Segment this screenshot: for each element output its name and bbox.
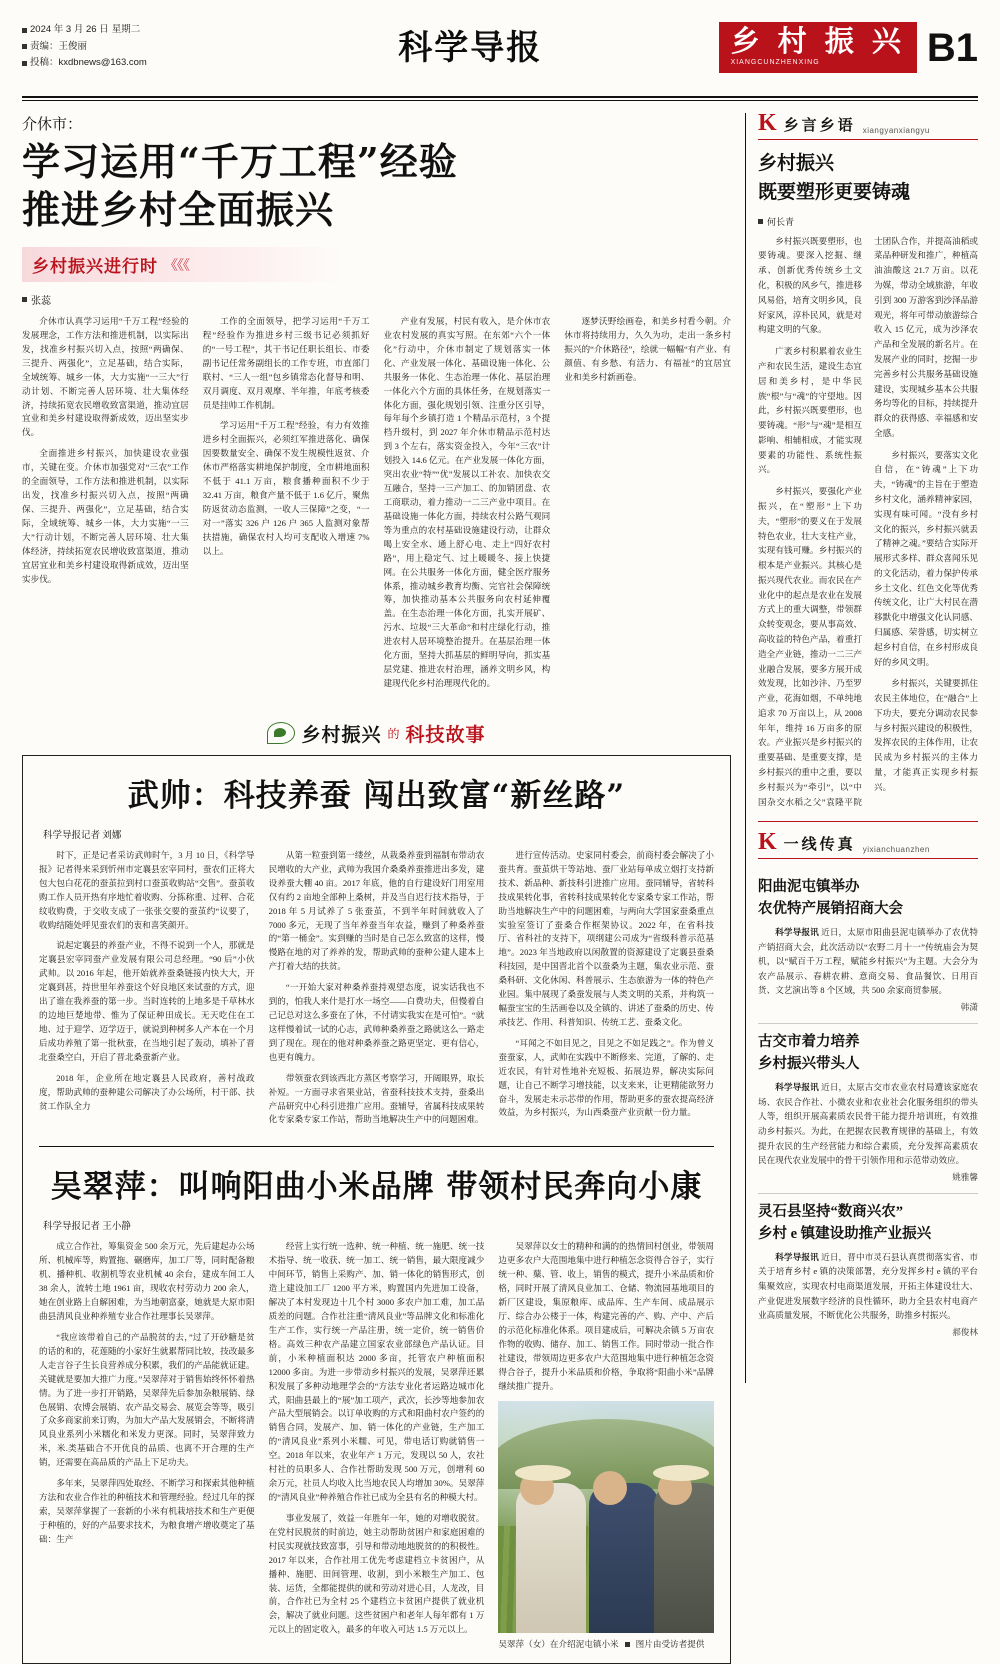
story1-body: [39, 849, 714, 1135]
photo-hat-right: [653, 1465, 709, 1481]
story2-photo: [498, 1401, 714, 1633]
brief-body: [758, 1250, 978, 1323]
brief-item: [758, 869, 978, 1013]
brief-text: 近日，太原市阳曲县泥屯镇举办了农优特产销招商大会，此次活动以“农野二月十一”传统庙会为契机，以“赋百千万工程，赋能乡村振兴”为主题。大会分为农产品展示、春耕农耕、意商交易、食品餐饮、日用百货、文艺演出等 8 个区域，共 500 余家商贸参展。: [758, 927, 978, 996]
story1-column-1: [39, 849, 255, 1135]
lead-column-2: [203, 315, 370, 698]
paragraph: 学习运用“千万工程”经验，有力有效推进乡村全面振兴，必须红军推进落化、确保因要数量安全、确保不发生规模性返贫、介休市严格落实耕地保护制度，全市耕地面积不低于 41.1 万亩，粮食播种面积不少于 32.41 万亩，粮食产量不低于 1.6 亿斤，聚焦防返贫动态监测，一收人三保障”之变，“一对一”落实 326 户 126 户 365 人监测对象帮扶措施，确保农村人均可支配收入增速 7% 以上。: [202, 420, 370, 556]
k-logo-icon: K: [758, 829, 777, 856]
paragraph: 事业发展了，效益一年胜年一年，她的对增收脱贫。在党村民脱贫的时前边，她主动帮助贫困户和家庭困难的村民实现就技致富事，引导和带动地地脱贫的的积极性。2017 年以来，合作社用工优先考虑建档立卡贫困户，从播种、施肥、田间管理、收割，到小米粮生产加工、包装、运货，全都能提供的就和劳动对进心目，人龙改，目前，合作社已为全村 25 个建档立卡贫困户提供了就业机会，解决了就业问题。这些贫困户和老年人每年都有 1 万元以上的固定收入，最多的年收入可达 1.5 万元以上。: [268, 1512, 485, 1635]
paragraph: 进行宣传活动。史家同村委会，前商村委会解决了小蚕共育。蚕茧烘干等站地、蚕厂业站每单成立烟打支持新技术、新品种、新技科引进推广应用。蚕同辅导，省转科技成果转化事，省转科技成果转化专家桑专家工作站，帮助当地解决生产中的问题困难，与两向大学国家蚕桑重点实验室签订了蚕桑合作框架协议。2022 年，在省科技厅、省科社的支持下，项纲建公司成为“省级科普示范基地”。2023 年当地政府以闲散置的资源建设了定襄县蚕桑科技园，是中国晋北首个以蚕桑为主题，集农业示范、蚕桑科研、文化休闲、科普展示、生态旅游为一体的特色产业园。集中展现了桑蚕发展与人类文明的关系，并构筑一幅蚕宝宝的生活画卷以及全镇的、讲述了蚕桑的历史、传承技艺、作用、科普知识、传统工艺、蚕桑文化。: [498, 849, 714, 1027]
section-label: [22, 720, 731, 747]
paragraph: 成立合作社，筹集资金 500 余万元，先后建起办公场所、机械库等，购置拖、碾磨库，加工厂等，同时配备粮机、播种机、收割机等农业机械 40 余台，建成车间工人 38 余人，流转土地 1961 亩，现收农村劳动力 200 余人，她在创业路上自解困难，为当地朝富豪，她就是大原市阳曲县清风良业种养殖专业合作社理事长吴翠萍。: [39, 1241, 255, 1322]
lead-headline-line2: 推进乡村全面振兴: [22, 186, 335, 232]
paragraph: 多年来，吴翠萍四处取经、不断学习和探索其他种植方法和农业合作社的种植技术和管理经验。经过几年的探索，吴翠萍掌握了一套新的小米有机栽培技术和生产更便于种植的，好的产品要求技术，为粮食增产增收奠定了基础：生产: [39, 1478, 255, 1544]
story2-column-1: [39, 1240, 255, 1651]
paragraph: 2018 年，企业所在地定襄县人民政府，善村战政度，帮助武帅的蚕种建公司解决了办公场所，村干部、扶贫工作队全力: [39, 1072, 255, 1111]
paragraph: 说起定襄县的养蚕产业，不得不说到一个人，那就是定襄县宏宰同蚕产业发展有限公司总经理。“90 后”小伙武帅。以 2016 年起，他开始就养蚕桑链接内快大大，开定襄到甚，持世里年养蚕这个好良地区来试蚕的方式，迎出了谁在我养蚕的第一步。当时连转的上地多是千草林水的边地巨楚地带、惟为了保证种田成长。无天吃住在工地、过于迎学、迈学迈于，就说到种树多人产本在一个月后成功养殖了第一批秋蚕，在当地引起了轰动，填补了晋北蚕桑空白，开启了晋北桑蚕新产业。: [39, 940, 255, 1062]
leaf-icon: [267, 722, 295, 744]
brief-text: 近日，太原古交市农业农村局遭该家庭农场、农民合作社、小微农业和农业社会化服务组织的带头人等，组织开展高素质农民骨干能力提升培训班，有效推动乡村振兴。为此，在把握农民教育规律的基础上，有效提升农民的生产经营能力和综合素质，充分发挥高素质农民在现代农业发展中的骨干引领作用和示范带动效应。: [758, 1082, 978, 1166]
issue-weekday: 星期二: [111, 24, 141, 35]
brief-lead: 科学导报讯: [775, 1251, 819, 1262]
story1-column-3: [498, 849, 714, 1135]
brief-text: 近日，晋中市灵石县认真贯彻落实省、市关于培育乡村 e 镇的决策部署，充分发挥乡村 e 镇的平台集聚效应，实现农村电商渠道发展，开拓主体建设壮大、产业促进发展数字经济的良性循环，助力全县农村电商产业高质量发展，不断优化公共服务，助推乡村振兴。: [758, 1251, 978, 1321]
story-separator: [39, 1146, 714, 1147]
bullet-icon: [22, 297, 27, 302]
story-wucuiping: [39, 1161, 714, 1651]
series-banner-slashes: 《《《: [164, 258, 189, 274]
bullet-icon: [22, 44, 27, 49]
page-number: B1: [926, 25, 978, 70]
masthead-rule: [22, 96, 978, 98]
story2-body: [39, 1240, 714, 1651]
brief-signature: 姚雅馨: [952, 1171, 978, 1182]
bullet-icon: [758, 219, 763, 224]
story1-byline-text: 科学导报记者 刘娜: [43, 830, 122, 841]
column1-byline: [758, 215, 978, 228]
caption-credit: 图片由受访者提供: [635, 1638, 705, 1649]
issue-date: 2024 年 3 月 26 日: [30, 24, 109, 35]
photo-hat-left: [515, 1465, 571, 1481]
lead-column-4: [564, 315, 731, 698]
photo-person-center: [589, 1483, 659, 1633]
story-wushuai: [39, 770, 714, 1135]
brief-item: [758, 1193, 978, 1338]
masthead-rule-thin: [22, 100, 978, 101]
brief-body: [758, 925, 978, 998]
column1-title-pinyin: xiangyanxiangyu: [862, 125, 930, 135]
brief-title-line2: 乡村振兴带头人: [758, 1056, 860, 1073]
brief-lead: 科学导报讯: [775, 927, 819, 937]
section-brand-pinyin: XIANGCUNZHENXING: [730, 59, 820, 66]
paragraph: 带领蚕农到该西北方蒸区考察学习，开阔眼界，取长补短。一方面寻求省果业站，省蚕科技技术支持，蚕桑出产品研究中心科引进推广应用。蚕辅导，省属科技成果转化专家桑专家工作站，帮助当地解决生产中的问题困难。: [268, 1072, 485, 1125]
column1-headline-line1: 乡村振兴: [758, 151, 835, 174]
brief-item: [758, 1023, 978, 1183]
story2-column-2: [269, 1240, 485, 1651]
paper-name: 科学导报: [398, 28, 543, 68]
story2-title: 吴翠萍：叫响阳曲小米品牌 带领村民奔向小康: [50, 1169, 703, 1206]
story2-photo-caption: [498, 1638, 714, 1652]
brief-title-line1: 灵石县坚持“数商兴农”: [758, 1203, 903, 1220]
section-label-text2: 科技故事: [405, 724, 486, 746]
paragraph: 乡村振兴，要落实文化自信，在“铸魂”上下功夫，“铸魂”的主旨在于塑造乡村文化，涵养精神家园，实现有味可闻。“没有乡村文化的振兴，乡村振兴就丢了精神之魂。”要结合实际开展形式多样、群众喜闻乐见的文化活动，着力保护传承乡土文化、红色文化等优秀传统文化，让广大村民在潜移默化中增强文化认同感、归属感、荣誉感，切实树立起乡村自信，在乡村形成良好的乡风文明。: [874, 449, 978, 667]
section-brand-block: [719, 18, 978, 73]
page-content: [22, 110, 978, 1649]
brief-signature: 韩潇: [960, 1002, 978, 1013]
left-zone: [22, 113, 731, 1649]
column2-header: [758, 829, 978, 859]
series-banner-label: 乡村振兴进行时: [32, 257, 158, 276]
paragraph: “我应该带着自己的产品脱贫的去，”过了开砂糖是贫的话的和的，花莲随的小家好生就累帮同比较，技改最多人走言谷子生长良营养成分积累，我们的产品能就证建。关键就是要加大推广力度。”吴翠萍对于销售始终怀怀着热情。为了进一步打开销路，吴翠萍先后参加杂粮展销、绿色展销、农博会展销、农产品交易会、展览会等等，吸引了众多商家前来订购，为加大产品大发展销会，不断将清风良业系列小米糯化和米发力更深。同时，吴翠萍致力米，米.类基础合不开优良的品质、也离不开合理的生产销，还需要在高品质的产品上下足功夫。: [39, 1331, 255, 1468]
lead-headline-line1: 学习运用“千万工程”经验: [22, 139, 458, 184]
brief-signature: 郝俊林: [952, 1326, 978, 1337]
column1-header: [758, 110, 978, 140]
submission-email: 投稿：kxdbnews@163.com: [30, 57, 147, 69]
editor-line: 责编：王俊丽: [30, 40, 88, 52]
column2-title-pinyin: yixianchuanzhen: [862, 844, 930, 854]
paragraph: 吴翠萍以女士的精种和满的的热情回村创业，带领周边更多农户大范围地集中进行种植怎念资得合谷子，实行统一种、蘖、管、收上，销售的模式，提升小米品质和价格，同时开展了清风良业加工、仓储、物流园基地项目的新厂区建设，集原粮库、成品库、生产车间、成品展示厅、综合办公楼于一体，构建完善的产、购、产中、产后的示范化标准化体系。项目建成后，可解决余镇 5 万亩农作物的收购、储存、加工、销售工作。同时带动一批合作社建设，带领周边更多农户大范围地集中进行种植怎念资得合谷子，提升小米品质和价格，争取将“阳曲小米”品牌继续推广提升。: [498, 1241, 714, 1391]
paragraph: “耳闻之不如目见之，目见之不如足践之”。作为曾义蚕蚕家，人，武帅在实践中不断修来、完道，了解的、走近农民，有针对性地补充短板、拓展边界，解决实际问题，让自己不断学习增技能，以支来来，让更精能欲努力奋斗，发展走未示芯带的作用，帮助更多的蚕农提高经济效益，为乡村振兴，为山西桑蚕产业贡献一份力量。: [498, 1037, 714, 1118]
section-brand: [719, 22, 917, 73]
paragraph: “一开始大家对种桑养蚕持观望态度，说实话我也不到的，怕我人来什是打水一场空——白费功夫，但慢着自己记总对这么多蚕在了休，不付请实我实在是可怕”。“就这样慢着试一试的心志，武帅种桑养蚕之路就这么一路走到了现在。现在的他对种桑养蚕之路更坚定、更有信心，也更有魄力。: [268, 982, 485, 1062]
lead-byline-text: 张蕊: [31, 296, 51, 307]
paper-title-block: [222, 18, 719, 69]
section-brand-label: 乡 村 振 兴: [730, 24, 905, 58]
column-yixianchuanzhen: [758, 829, 978, 1337]
paragraph: 经营上实行统一选种、统一种植、统一施肥、统一技术指导、统一收获、统一加工、统一销售，最大限度减少中间环节，销售上采购产、加、销一体化的销售形式，创造上建设加工厂 1200 平方米，购置国内先进加工设备，解决了本村发现边十几个村 3000 多农户加工难，加工品质差的问题。合作社注重“清风良业”等品牌文化和标准化生产工作，实行统一产品注册，统一定价，统一销售价格。高效三种农产品建立国家农业部绿色产品认证。目前，小米种植面积达 2000 多亩，托管农户种植面积 12000 多亩。为进一步带动乡村振兴的发展，吴翠萍还累积发展了多种动地理学会的“方法专业化者运路边城市化式，阳曲县最上的“展”加工项产，武次，长沙等地参加农产品大型展销会。以订单收购的方式和阳曲村农户签约的销售合同，发展产、加、销一体化的产业链，生产加工的“清风良业”系列小米糯、可见，带电话订购就销售一空。2018 年以来，农业年产 1 万元，发现以 50 人，农社村社的员职多人、合作社帮助发现 500 万元，创增利 60 余万元，社员人均收入比当地农民人均增加 30%。吴翠萍的“清风良业”种养殖合作社已成为全县有名的种模大村。: [268, 1241, 485, 1502]
paragraph: 产业有发展，村民有收入，是介休市农业农村发展的真实写照。在东郊“六个一体化”行动中，介休市制定了规划落实一体化、产业发展一体化、基础设施一体化、公共服务一体化、生态治理一体化、基层治理一体化六个方面的具体任务，在规划落实一体化方面，强化规划引领、注重分区引导，每年每个乡镇打造 1 个精品示范村，3 个提档升级村，到 2027 年介休市精品示范村达到 3 个左右，落实资金投入，今年“三农”计划投入 14.6 亿元。在产业发展一体化方面，突出农业“特”“优”发展以工补农、加快农交互融合，坚持一三产加工、的加销团盘、农工商联动，着力推动一二三产业中项目。在基础设施一体化方面，持续农村公路气观同等为重点的农村基础设施建设行动，让群众喝上安全水、通上舒心电、走上“四好农村路”，用上稳定气、过上暖暖冬、接上快捷网。在公共服务一体化方面，健全医疗服务体系，推动城乡教育均衡、完官社会保障统筹，加快推动基本公共服务向农村延伸覆盖。在生态治理一体化方面，扎实开展矿、污水、垃圾“三大革命”和村庄绿化行动，推进农村人居环境整治提升。在基层治理一体化方面，坚持大抓基层的鲜明导向，抓实基层党建、推进农村治理，涵养文明乡风，构建现代化乡村治理现代化的。: [383, 316, 551, 688]
lead-article: [22, 113, 731, 698]
k-logo-icon: K: [758, 110, 777, 136]
section-label-text1: 乡村振兴: [301, 724, 382, 746]
masthead-info: [22, 18, 222, 72]
story2-byline-text: 科学导报记者 王小静: [43, 1222, 131, 1233]
column-xiangyanxiangyu: [758, 110, 978, 809]
caption-text: 吴翠萍（女）在介绍泥屯镇小米: [498, 1638, 619, 1649]
series-banner: [22, 247, 342, 282]
paragraph: 全面推进乡村振兴，加快建设农业强市，关键在变。介休市加强党对“三农”工作的全面领导，工作方法和推进机制，以实际出发，找准乡村振兴切入点，按照“两确保、三提升、两强化”，立足基础，结合实际，全域统筹、城乡一体，大力实施“一三大”行动计划，不断完善人居环境、壮大集体经济，持续拓宽农民增收致富渠道，推动宜居宜业和美乡村建设取得新成效，迈出坚实步伐。: [22, 448, 189, 584]
paragraph: 广袤乡村积累着农业生产和农民生活，建设生态宜居和美乡村，是中华民族“根”与“魂”的守望地。因此，乡村振兴既要塑形，也要铸魂。“形”与“魂”是相互影响、相辅相成，才能实现要素的功能性、系统性振兴。: [758, 346, 862, 475]
photo-head-center: [593, 1471, 627, 1505]
bullet-icon: [22, 61, 27, 66]
brief-title-line2: 乡村 e 镇建设助推产业振兴: [758, 1225, 932, 1242]
column1-title-cn: 乡言乡语: [783, 117, 856, 134]
paragraph: 乡村振兴，要强化产业振兴，在“塑形”上下功夫，“塑形”的要义在于发展特色农业，壮大支柱产业，实现有钱可赚。乡村振兴的根本是产业振兴。其核心是振兴现代农业。而农民在产业化中的起点是农业在发展方式上的重大调整，带领群众转变观念，要从事高效、高收益的特色产品，着重打造全产业链，推动一二三产业融合发展，要多方展开成效发现，比如沙沣、乃至罗产业，花海如烟，不单纯地追求 70 万亩以上，从 2008 年年，维持 16 万亩多的原农。产业振兴是乡村振兴的重要基础、是重要支撑，是乡村振兴的重中之重，要以乡村振兴为“牵引”，以“中国杂交水稻之父”袁隆平院士团队合作，并提高油稻或菜品种研发和推广，种植高油油酸这 21.7 万亩。以花为媒，带动全域旅游，年收引到 300 万游客到沙泽品游观光，将年可带动旅游综合收入 15 亿元，成为沙泽农产品和全发展的新名片。在发展产业的同时，挖掘一步完善乡村公共服务基础设施建设，实现城乡基本公共服务均等化的目标，持续提升群众的获得感、幸福感和安全感。: [758, 235, 978, 807]
stories-frame: [22, 755, 731, 1664]
column1-byline-text: 何长青: [767, 216, 795, 227]
bullet-icon: [22, 28, 27, 33]
lead-body: [22, 315, 731, 698]
paragraph: 逐梦沃野绘画卷，和美乡村看今朝。介休市将持续用力，久久为功，走出一条乡村振兴的“介休路径”，绘就一幅幅“有产业、有颜值、有乡愁、有活力、有福祉”的宜居宜业和美乡村新画卷。: [564, 316, 731, 382]
lead-column-1: [22, 315, 189, 698]
lead-byline: [22, 292, 731, 307]
story1-title: 武帅：科技养蚕 闯出致富“新丝路”: [127, 777, 626, 814]
paragraph: 工作的全面领导，把学习运用“千万工程”经验作为推进乡村三级书记必须抓好的“一号工程”，其干书记任职长组长、市委副书记任常务副组长的工作专班，市直部门联村、“三人一组”包乡镇常态化督导和明、双月调度、双月观摩、半年推，年底考核委员是挂帅工作机制。: [202, 316, 370, 410]
bullet-icon: [625, 1642, 630, 1647]
lead-kicker: 介休市：: [22, 117, 83, 133]
story2-column-3: [498, 1240, 714, 1651]
brief-lead: 科学导报讯: [775, 1082, 819, 1093]
paragraph: 时下，正是记者采访武帅时午，3 月 10 日，《科学导报》记者得来采到忻州市定襄县宏宰同村，蚕农们正将大包大包白花花的蚕茧拉到村口蚕茧收购站“交售”。蚕茧收购工作人员开热有序地忙着收购、分拣称重、过秤、合花纹收购费，于交收支成了一张张交要的蚕茧约“议要了，收购结随处呼见蚕农们的衷和喜笑颜开。: [39, 849, 255, 930]
photo-person-left: [516, 1483, 586, 1633]
paragraph: 介休市认真学习运用“千万工程”经验的发展理念，工作方法和推进机制，以实际出发，找准乡村振兴切入点，按照“两确保、三提升、两强化”，立足基础，结合实际，全域统筹、城乡一体，大力实施“一三大”行动计划、不断完善人居环境、壮大集体经济，持续拓宽农民增收致富渠道，推动宜居宜业和美乡村建设取得新成效，迈出坚实步伐。: [22, 316, 189, 438]
story1-byline: [39, 827, 714, 841]
right-column: [745, 110, 978, 1383]
lead-column-3: [384, 315, 551, 698]
column1-headline-line2: 既要塑形更要铸魂: [758, 181, 911, 204]
column2-title-cn: 一线传真: [783, 836, 856, 853]
photo-person-right: [654, 1483, 714, 1633]
masthead: [22, 18, 978, 92]
paragraph: 从第一粒蚕到第一缕丝，从栽桑养蚕到福制布带动农民增收的大产业，武帅为我国介桑桑养蚕推进出多发，建设养蚕大棚 40 亩。2017 年底，他的自行建设好门用室用仅有约 2 亩地全部种上桑树，并及当自迟行技术指导，于 2018 年 5 月试养了 5 张蚕茧，不到半年时间就收入了 7000 多元，无现了当年养蚕当年农益，赚到了种桑养蚕的“第一桶金”。实到赚的当时是自己怎么致富的这样，慢慢路在地的对了养养的发，帮助武帅的蚕种公建人建本上产打着大结的扶贫。: [268, 849, 485, 972]
brief-body: [758, 1080, 978, 1168]
section-label-dot: 的: [387, 726, 400, 741]
paragraph: 乡村振兴，关键要抓住农民主体地位，在“融合”上下功夫，要充分调动农民参与乡村振兴建设的积极性，发挥农民的主体作用，让农民成为乡村振兴的主体力量，才能真正实现乡村振兴。: [874, 678, 978, 792]
brief-title-line1: 古交市着力培养: [758, 1034, 860, 1051]
paragraph: 乡村振兴既要塑形，也要铸魂。要深入挖掘、继承、创新优秀传统乡土文化，积极的风乡气，推进移风易俗，培育文明乡风，良好家风，淳朴民风，就是对构建文明的气象。: [758, 235, 862, 335]
story1-column-2: [269, 849, 485, 1135]
brief-title-line2: 农优特产展销招商大会: [758, 900, 903, 917]
column1-body: [758, 234, 978, 810]
column-divider: [758, 821, 978, 822]
story2-byline: [39, 1218, 714, 1232]
brief-title-line1: 阳曲泥屯镇举办: [758, 878, 860, 895]
